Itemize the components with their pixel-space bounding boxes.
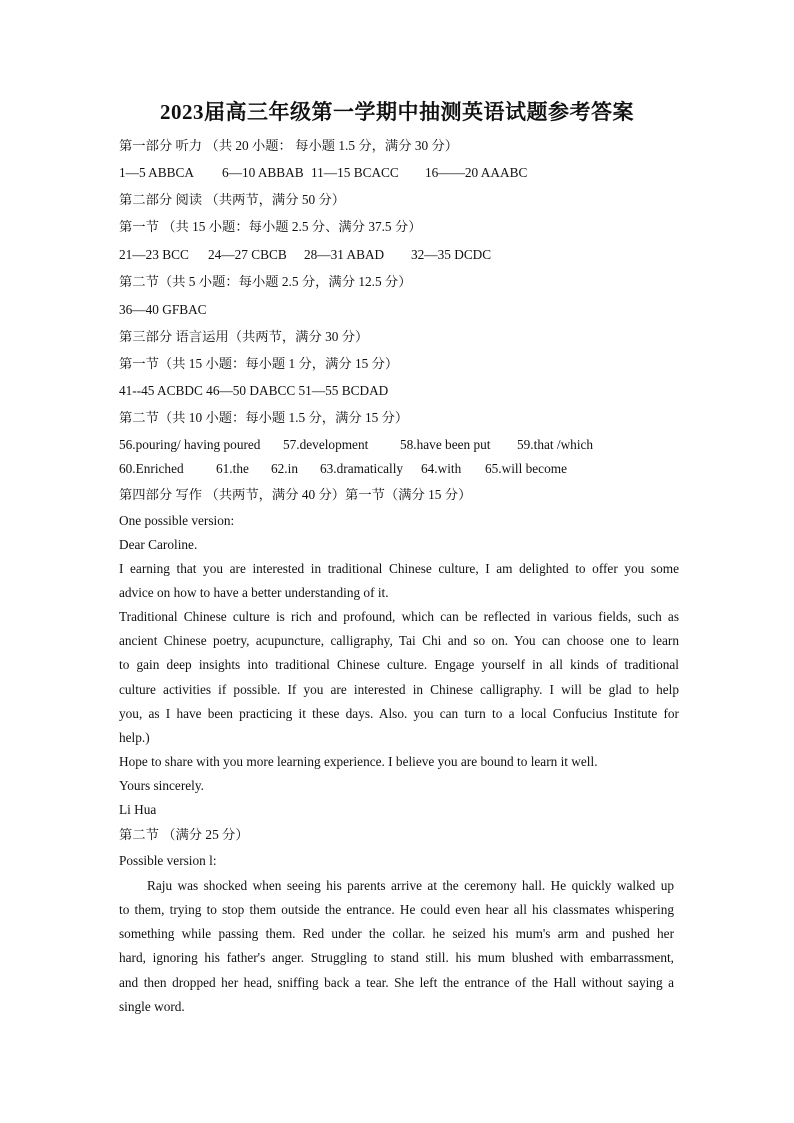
letter-paragraph-line: culture activities if possible. If you are interested in Chinese calligraphy. I will be glad to help [119,682,679,697]
cloze-answer: 62.in [271,461,298,476]
story-line: something while passing them. Red under the collar. he seized his mum's arm and pushed her [119,926,674,941]
answer-group: 6—10 ABBAB [222,165,304,180]
part3-section1-header: 第一节（共 15 小题：每小题 1 分，满分 15 分） [119,356,399,371]
letter-signature: Li Hua [119,802,157,817]
letter-paragraph-line: Hope to share with you more learning experience. I believe you are bound to learn it well. [119,754,598,769]
letter-closing: Yours sincerely. [119,778,204,793]
cloze-answer: 57.development [283,437,369,452]
letter-paragraph-line: help.) [119,730,150,745]
answer-group: 32—35 DCDC [411,247,492,262]
cloze-answer: 58.have been put [400,437,491,452]
part2-section2-answers: 36—40 GFBAC [119,302,207,317]
version-label: One possible version: [119,513,235,528]
part3-section1-answers: 41--45 ACBDC 46—50 DABCC 51—55 BCDAD [119,383,389,398]
part4-header: 第四部分 写作 （共两节，满分 40 分）第一节（满分 15 分） [119,487,472,502]
part4-section2-header: 第二节 （满分 25 分） [119,827,249,842]
story-line: Raju was shocked when seeing his parents arrive at the ceremony hall. He quickly walked up [147,878,674,893]
story-version-label: Possible version l: [119,853,217,868]
letter-paragraph-line: Traditional Chinese culture is rich and profound, which can be reflected in various fields, such as [119,609,679,624]
answer-group: 11—15 BCACC [311,165,399,180]
part2-section1-header: 第一节 （共 15 小题：每小题 2.5 分、满分 37.5 分） [119,219,422,234]
letter-paragraph-line: advice on how to have a better understanding of it. [119,585,389,600]
cloze-answer: 56.pouring/ having poured [119,437,261,452]
story-line: and then dropped her head, sniffing back a tear. She left the entrance of the Hall without saying a [119,975,674,990]
cloze-answer: 61.the [216,461,249,476]
story-line: hard, ignoring his father's anger. Struggling to stand still. his mum blushed with embarrassment, [119,950,674,965]
letter-paragraph-line: you, as I have been practicing it these days. Also. you can turn to a local Confucius Institute for [119,706,679,721]
part3-header: 第三部分 语言运用（共两节，满分 30 分） [119,329,369,344]
letter-paragraph-line: to gain deep insights into traditional Chinese culture. Engage yourself in all kinds of traditional [119,657,679,672]
letter-greeting: Dear Caroline. [119,537,198,552]
part2-header: 第二部分 阅读 （共两节，满分 50 分） [119,192,346,207]
cloze-answer: 64.with [421,461,462,476]
page-title: 2023届高三年级第一学期中抽测英语试题参考答案 [160,100,634,124]
answer-group: 16——20 AAABC [425,165,528,180]
part3-section2-header: 第二节（共 10 小题：每小题 1.5 分，满分 15 分） [119,410,409,425]
cloze-answer: 63.dramatically [320,461,404,476]
answer-group: 1—5 ABBCA [119,165,194,180]
cloze-answer: 65.will become [485,461,567,476]
cloze-answer: 59.that /which [517,437,594,452]
part1-header: 第一部分 听力 （共 20 小题： 每小题 1.5 分，满分 30 分） [119,138,459,153]
answer-group: 28—31 ABAD [304,247,385,262]
letter-paragraph-line: I earning that you are interested in traditional Chinese culture, I am delighted to offer you some [119,561,679,576]
story-line: single word. [119,999,185,1014]
cloze-answer: 60.Enriched [119,461,184,476]
answer-group: 21—23 BCC [119,247,189,262]
story-line: to them, trying to stop them outside the entrance. He could even hear all his classmates whispering [119,902,674,917]
answer-group: 24—27 CBCB [208,247,287,262]
letter-paragraph-line: ancient Chinese poetry, acupuncture, calligraphy, Tai Chi and so on. You can choose one to learn [119,633,679,648]
part2-section2-header: 第二节（共 5 小题：每小题 2.5 分，满分 12.5 分） [119,274,412,289]
